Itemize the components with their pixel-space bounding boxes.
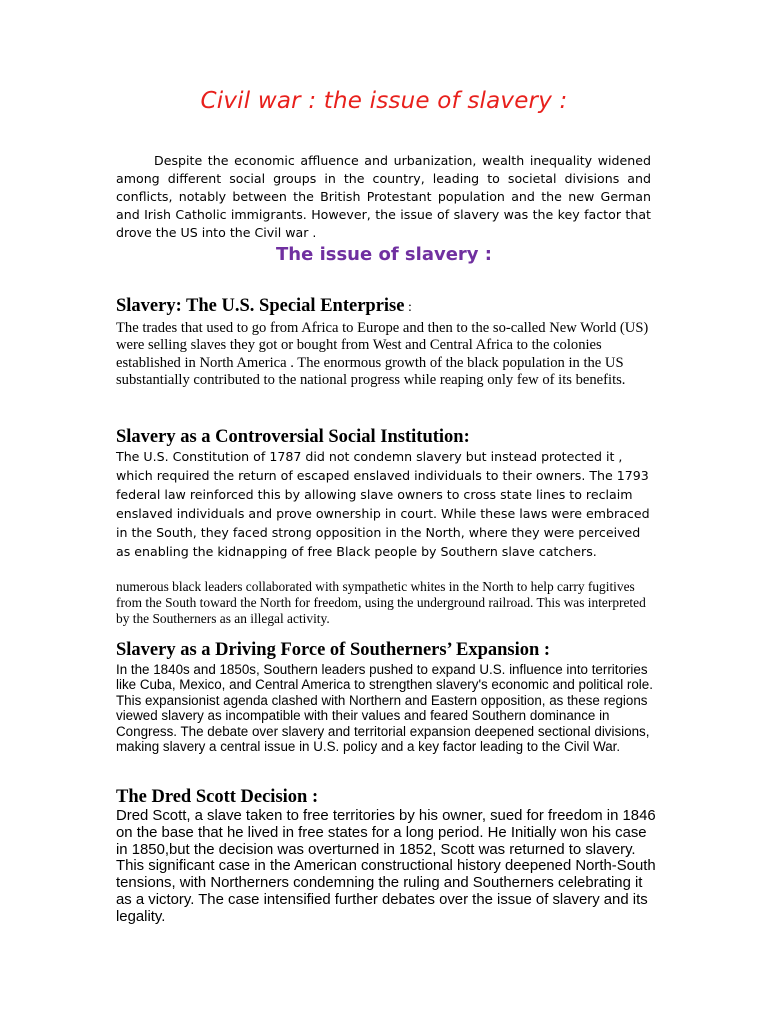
- section-body: The U.S. Constitution of 1787 did not condemn slavery but instead protected it , which required the return of escaped enslaved individuals to their owners. The 1793 federal law reinforced this by allowing slave owners to cross state lines to reclaim enslaved individuals and prove ownership in court. While these laws were embraced in the South, they faced strong opposition in the North, where they were perceived as enabling the kidnapping of free Black people by Southern slave catchers.: [116, 449, 650, 559]
- section-heading: Slavery as a Controversial Social Institution:: [116, 427, 470, 447]
- section-body: The trades that used to go from Africa to Europe and then to the so-called New World (US) were selling slaves they got or bought from West and Central Africa to the colonies established in North America . The enormous growth of the black population in the US substantially contributed to the national progress while reaping only few of its benefits.: [116, 320, 649, 388]
- document-title: Civil war : the issue of slavery :: [200, 88, 568, 114]
- section-extra-paragraph: numerous black leaders collaborated with sympathetic whites in the North to help carry fugitives from the South toward the North for freedom, using the underground railroad. This was interpreted by the Southerners as an illegal activity.: [116, 579, 646, 626]
- intro-text: Despite the economic affluence and urbanization, wealth inequality widened among different social groups in the country, leading to societal divisions and conflicts, notably between the British Protestant population and the new German and Irish Catholic immigrants. However, the issue of slavery was the key factor that drove the US into the Civil war .: [116, 153, 651, 240]
- section-body: Dred Scott, a slave taken to free territories by his owner, sued for freedom in 1846 on the base that he lived in free states for a long period. He Initially won his case in 1850,but the decision was overturned in 1852, Scott was returned to slavery. This significant case in the American constructional history deepened North-South tensions, with Northerners condemning the ruling and Southerners celebrating it as a victory. The case intensified further debates over the issue of slavery and its legality.: [116, 808, 656, 925]
- section-controversial-institution: [116, 426, 656, 627]
- section-southern-expansion: [116, 639, 656, 754]
- section-heading-suffix: :: [404, 300, 412, 315]
- section-subtitle: The issue of slavery :: [276, 244, 492, 265]
- section-heading-text: Slavery: The U.S. Special Enterprise: [116, 296, 405, 316]
- intro-paragraph: [116, 152, 651, 242]
- section-body: In the 1840s and 1850s, Southern leaders pushed to expand U.S. influence into territories like Cuba, Mexico, and Central America to strengthen slavery's economic and political role. This expansionist agenda clashed with Northern and Eastern opposition, as these regions viewed slavery as incompatible with their values and feared Southern dominance in Congress. The debate over slavery and territorial expansion deepened sectional divisions, making slavery a central issue in U.S. policy and a key factor leading to the Civil War.: [116, 662, 653, 755]
- section-heading: The Dred Scott Decision :: [116, 787, 319, 807]
- section-dred-scott: [116, 786, 656, 926]
- section-heading: Slavery as a Driving Force of Southerners’ Expansion :: [116, 640, 551, 660]
- section-heading: [116, 295, 656, 319]
- section-special-enterprise: [116, 295, 656, 389]
